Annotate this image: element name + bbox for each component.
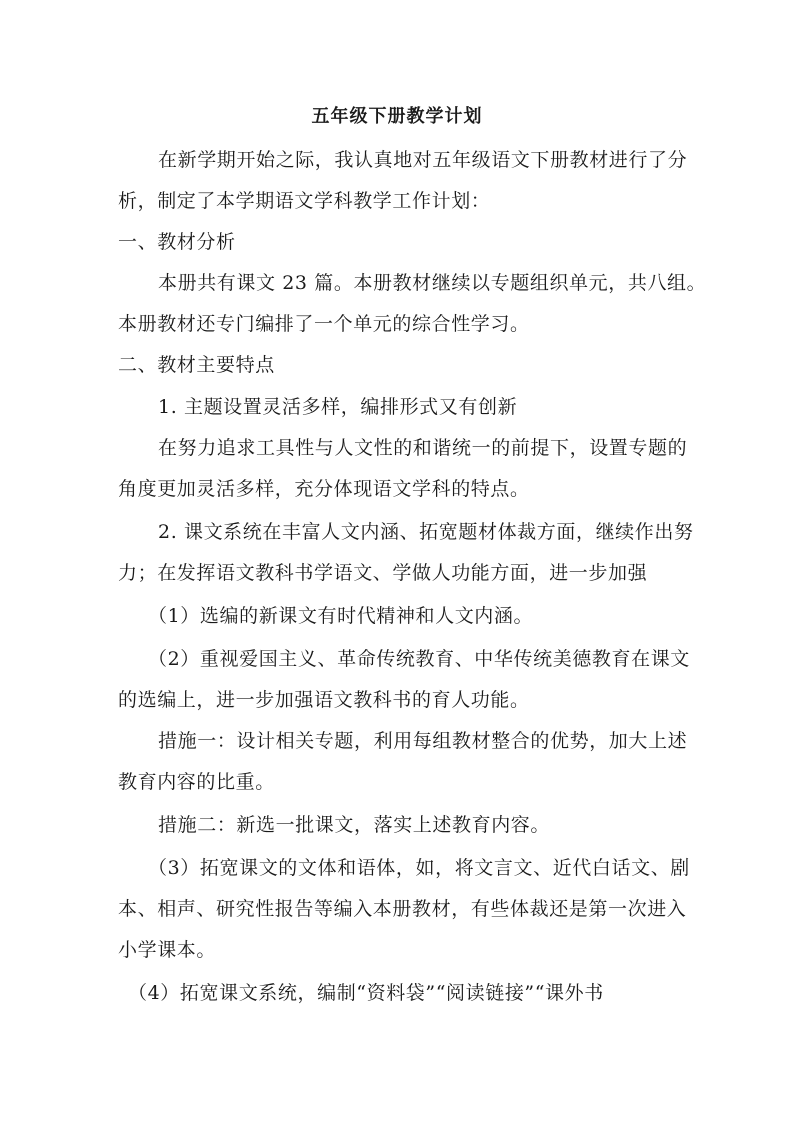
- list-item: （3）拓宽课文的文体和语体，如，将文言文、近代白话文、剧: [148, 857, 690, 879]
- paragraph-line: 小学课本。: [118, 939, 217, 961]
- section-heading: 二、教材主要特点: [118, 354, 275, 376]
- paragraph-line: 在新学期开始之际，我认真地对五年级语文下册教材进行了分: [158, 149, 688, 171]
- subsection-heading: 2. 课文系统在丰富人文内涵、拓宽题材体裁方面，继续作出努: [158, 521, 694, 543]
- paragraph-line: 教育内容的比重。: [118, 771, 275, 793]
- paragraph-line: 措施一：设计相关专题，利用每组教材整合的优势，加大上述: [158, 730, 688, 752]
- list-item: （4）拓宽课文系统，编制“资料袋”“阅读链接”“课外书: [128, 982, 604, 1004]
- paragraph-line: 的选编上，进一步加强语文教科书的育人功能。: [118, 689, 530, 711]
- paragraph-line: 在努力追求工具性与人文性的和谐统一的前提下，设置专题的: [158, 437, 688, 459]
- paragraph-line: 本、相声、研究性报告等编入本册教材，有些体裁还是第一次进入: [118, 898, 687, 920]
- paragraph-line: 力；在发挥语文教科书学语文、学做人功能方面，进一步加强: [118, 562, 648, 584]
- list-item: （2）重视爱国主义、革命传统教育、中华传统美德教育在课文: [148, 648, 690, 670]
- subsection-heading: 1. 主题设置灵活多样，编排形式又有创新: [158, 396, 518, 418]
- paragraph-line: 角度更加灵活多样，充分体现语文学科的特点。: [118, 478, 530, 500]
- paragraph-line: 措施二：新选一批课文，落实上述教育内容。: [158, 814, 551, 836]
- paragraph-line: 本册共有课文 23 篇。本册教材继续以专题组织单元，共八组。: [158, 272, 707, 294]
- section-heading: 一、教材分析: [118, 231, 236, 253]
- paragraph-line: 析，制定了本学期语文学科教学工作计划：: [118, 190, 491, 212]
- list-item: （1）选编的新课文有时代精神和人文内涵。: [148, 605, 534, 627]
- document-title: 五年级下册教学计划: [311, 106, 483, 127]
- paragraph-line: 本册教材还专门编排了一个单元的综合性学习。: [118, 313, 530, 335]
